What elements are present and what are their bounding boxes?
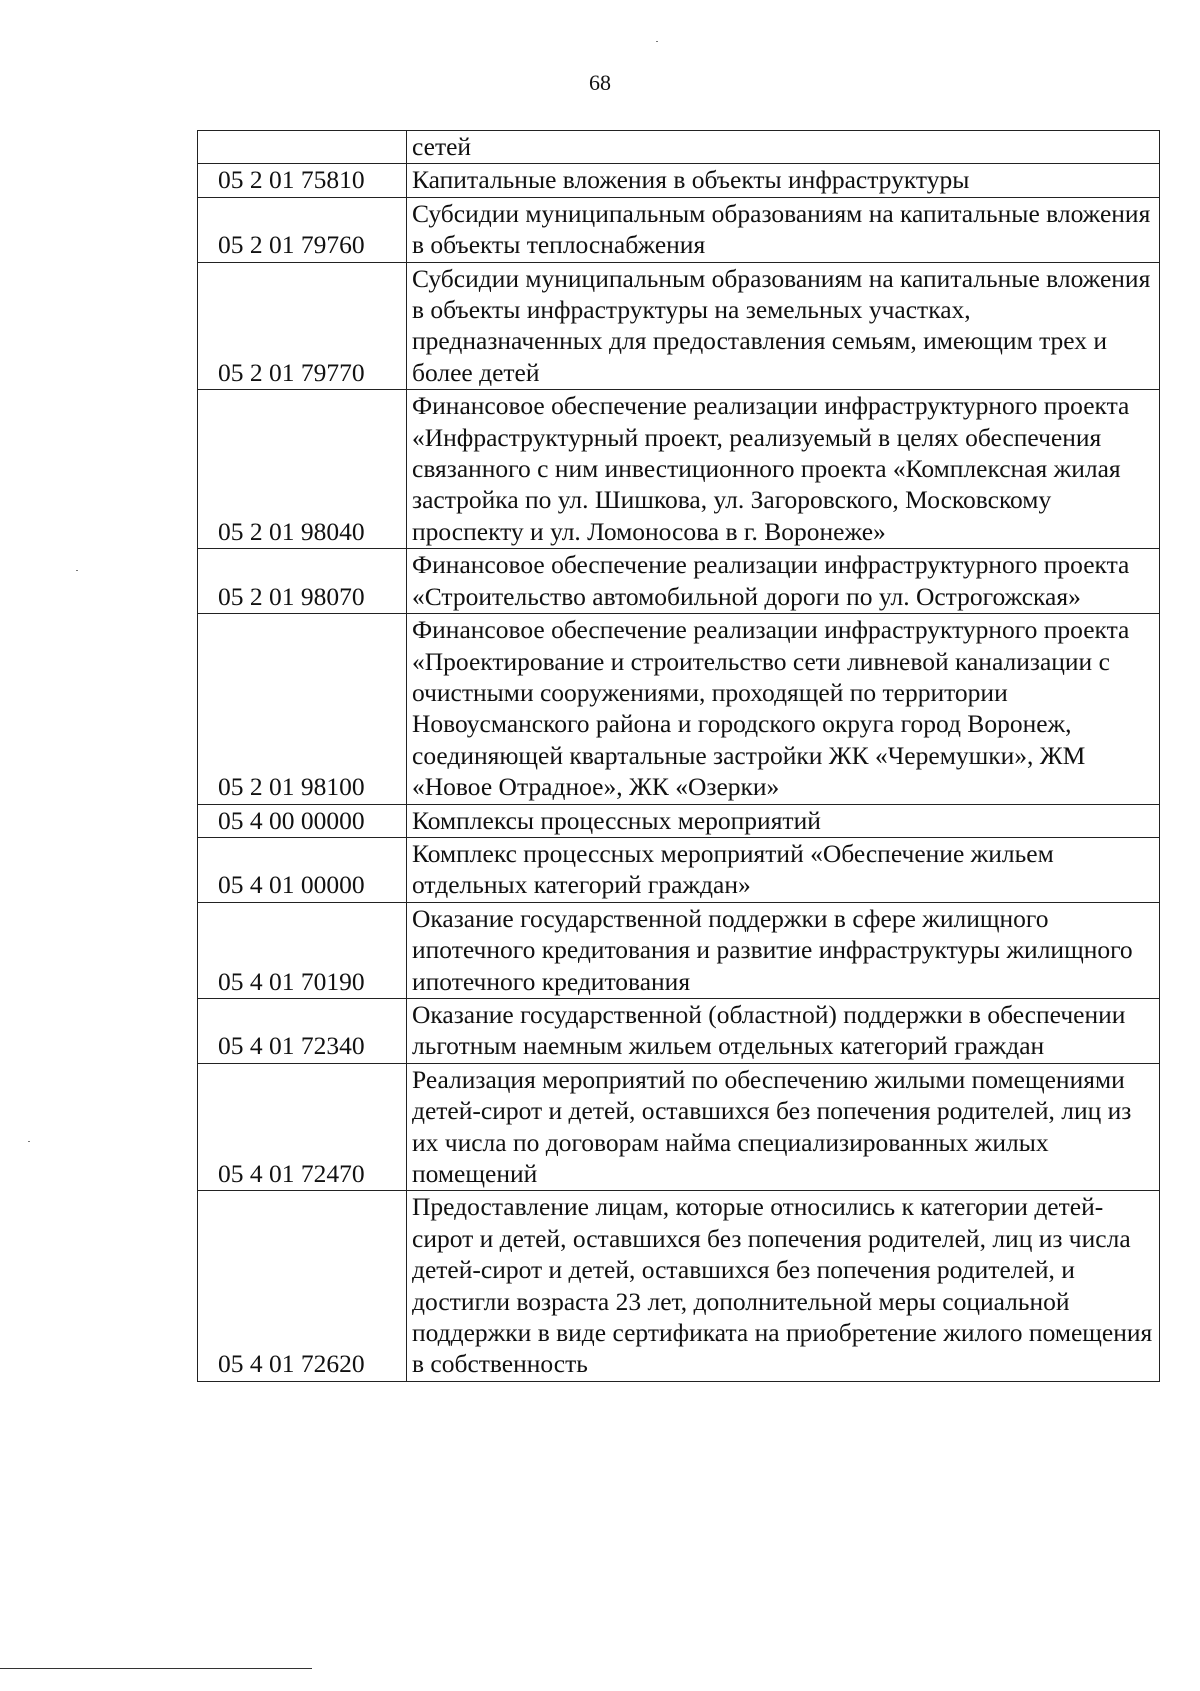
- row-code: 05 2 01 75810: [198, 164, 407, 197]
- page-number: 68: [589, 70, 611, 95]
- table-row: [198, 164, 1160, 197]
- row-code: 05 2 01 79760: [198, 197, 407, 262]
- row-description: Реализация мероприятий по обеспечению жилыми помещениями детей-сирот и детей, оставшихся без попечения родителей, лиц из их числа по договорам найма специализированных жилых помещений: [407, 1063, 1160, 1191]
- table-row: [198, 614, 1160, 804]
- table-row: [198, 1191, 1160, 1381]
- row-code: 05 4 00 00000: [198, 804, 407, 837]
- row-code: 05 2 01 98040: [198, 390, 407, 549]
- row-description: сетей: [407, 131, 1160, 164]
- row-code: 05 4 01 72620: [198, 1191, 407, 1381]
- row-description: Комплекс процессных мероприятий «Обеспечение жильем отдельных категорий граждан»: [407, 837, 1160, 902]
- row-code: 05 4 01 00000: [198, 837, 407, 902]
- table-row: [198, 804, 1160, 837]
- row-description: Финансовое обеспечение реализации инфраструктурного проекта «Инфраструктурный проект, реализуемый в целях обеспечения связанного с ним инвестиционного проекта «Комплексная жилая застройка по ул. Шишкова, ул. Загоровского, Московскому проспекту и ул. Ломоносова в г. Воронеже»: [407, 390, 1160, 549]
- row-description: Финансовое обеспечение реализации инфраструктурного проекта «Строительство автомобильной дороги по ул. Острогожская»: [407, 549, 1160, 614]
- row-code: 05 4 01 72340: [198, 998, 407, 1063]
- scan-speck: [28, 1141, 30, 1142]
- budget-classification-table: [197, 130, 1160, 1382]
- footnote-separator-line: [0, 1668, 312, 1669]
- row-description: Комплексы процессных мероприятий: [407, 804, 1160, 837]
- table-row: [198, 549, 1160, 614]
- scan-speck: [656, 41, 658, 42]
- row-description: Оказание государственной (областной) поддержки в обеспечении льготным наемным жильем отдельных категорий граждан: [407, 998, 1160, 1063]
- table-row: [198, 837, 1160, 902]
- row-code: 05 2 01 98100: [198, 614, 407, 804]
- table-row: [198, 131, 1160, 164]
- row-description: Оказание государственной поддержки в сфере жилищного ипотечного кредитования и развитие инфраструктуры жилищного ипотечного кредитования: [407, 902, 1160, 998]
- row-description: Предоставление лицам, которые относились к категории детей-сирот и детей, оставшихся без попечения родителей, лиц из числа детей-сирот и детей, оставшихся без попечения родителей, и достигли возраста 23 лет, дополнительной меры социальной поддержки в виде сертификата на приобретение жилого помещения в собственность: [407, 1191, 1160, 1381]
- table-row: [198, 1063, 1160, 1191]
- row-description: Финансовое обеспечение реализации инфраструктурного проекта «Проектирование и строительство сети ливневой канализации с очистными сооружениями, проходящей по территории Новоусманского района и городского округа город Воронеж, соединяющей квартальные застройки ЖК «Черемушки», ЖМ «Новое Отрадное», ЖК «Озерки»: [407, 614, 1160, 804]
- table-row: [198, 197, 1160, 262]
- scan-speck: [76, 570, 78, 571]
- row-code: [198, 131, 407, 164]
- table-row: [198, 998, 1160, 1063]
- table-row: [198, 390, 1160, 549]
- row-description: Субсидии муниципальным образованиям на капитальные вложения в объекты теплоснабжения: [407, 197, 1160, 262]
- table-row: [198, 262, 1160, 390]
- row-code: 05 4 01 70190: [198, 902, 407, 998]
- row-description: Капитальные вложения в объекты инфраструктуры: [407, 164, 1160, 197]
- row-code: 05 4 01 72470: [198, 1063, 407, 1191]
- table-row: [198, 902, 1160, 998]
- row-description: Субсидии муниципальным образованиям на капитальные вложения в объекты инфраструктуры на земельных участках, предназначенных для предоставления семьям, имеющим трех и более детей: [407, 262, 1160, 390]
- row-code: 05 2 01 79770: [198, 262, 407, 390]
- row-code: 05 2 01 98070: [198, 549, 407, 614]
- table-body: [198, 131, 1160, 1382]
